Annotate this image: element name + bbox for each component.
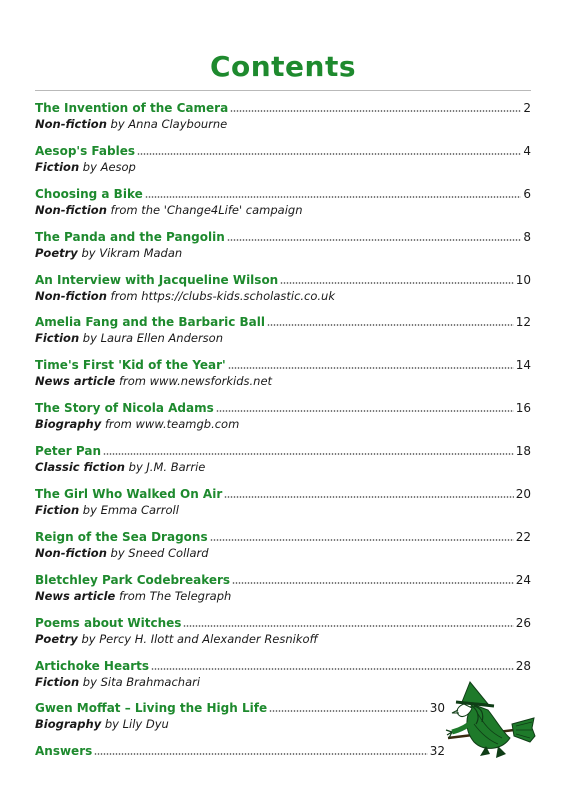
page-number: 6 xyxy=(523,186,531,201)
leader-dots xyxy=(227,239,522,241)
leader-dots xyxy=(280,282,513,284)
entry-source: by Emma Carroll xyxy=(79,503,179,518)
entry-title[interactable]: An Interview with Jacqueline Wilson xyxy=(35,272,279,287)
entry-genre: Fiction xyxy=(35,503,80,518)
entry-source: by Sita Brahmachari xyxy=(79,674,201,689)
entry-title[interactable]: Aesop's Fables xyxy=(35,143,135,158)
contents-entry[interactable] xyxy=(35,611,531,654)
entry-title[interactable]: Amelia Fang and the Barbaric Ball xyxy=(35,315,265,330)
contents-entry[interactable] xyxy=(35,96,531,139)
entry-source: from the 'Change4Life' campaign xyxy=(106,202,303,217)
entry-genre: Fiction xyxy=(35,331,80,346)
page-number: 20 xyxy=(515,487,531,502)
leader-dots xyxy=(210,539,514,541)
entry-title[interactable]: Peter Pan xyxy=(35,444,102,459)
contents-entry[interactable] xyxy=(35,568,531,611)
page-number: 10 xyxy=(515,272,531,287)
page-number: 24 xyxy=(515,572,531,587)
entry-genre: Non-fiction xyxy=(35,202,107,217)
leader-dots xyxy=(267,324,514,326)
page-number: 22 xyxy=(515,529,531,544)
contents-entry[interactable] xyxy=(35,439,531,482)
entry-genre: Poetry xyxy=(35,245,78,260)
entry-source: from www.newsforkids.net xyxy=(115,374,273,389)
page-number: 26 xyxy=(515,615,531,630)
contents-entry[interactable] xyxy=(35,310,531,353)
entry-genre: Non-fiction xyxy=(35,288,107,303)
leader-dots xyxy=(137,153,521,155)
page-number: 8 xyxy=(523,229,531,244)
contents-entry[interactable] xyxy=(35,525,531,568)
page-number: 32 xyxy=(429,744,445,759)
witch-on-broomstick-icon xyxy=(444,680,536,760)
leader-dots xyxy=(269,710,428,712)
page-number: 16 xyxy=(515,401,531,416)
entry-genre: Non-fiction xyxy=(35,117,107,131)
page-number: 18 xyxy=(515,444,531,459)
entry-genre: Fiction xyxy=(35,674,80,689)
entry-title[interactable]: Reign of the Sea Dragons xyxy=(35,529,208,544)
contents-entry[interactable] xyxy=(35,225,531,268)
entry-title[interactable]: Artichoke Hearts xyxy=(35,658,150,673)
entry-title[interactable]: The Panda and the Pangolin xyxy=(35,229,225,244)
leader-dots xyxy=(224,496,513,498)
page-number: 2 xyxy=(523,101,531,115)
entry-source: by Anna Claybourne xyxy=(106,117,228,131)
leader-dots xyxy=(228,367,514,369)
leader-dots xyxy=(232,582,514,584)
leader-dots xyxy=(183,625,513,627)
leader-dots xyxy=(103,453,514,455)
entry-source: by Percy H. Ilott and Alexander Resnikoff xyxy=(77,631,318,646)
leader-dots xyxy=(151,668,514,670)
entry-title[interactable]: The Girl Who Walked On Air xyxy=(35,487,223,502)
page-number: 14 xyxy=(515,358,531,373)
entry-title[interactable]: Time's First 'Kid of the Year' xyxy=(35,358,226,373)
contents-entry[interactable] xyxy=(35,396,531,439)
entry-source: from www.teamgb.com xyxy=(101,417,240,432)
title-divider xyxy=(35,90,531,91)
entry-source: from The Telegraph xyxy=(115,588,232,603)
entry-title[interactable]: Bletchley Park Codebreakers xyxy=(35,572,231,587)
entry-genre: Biography xyxy=(35,717,102,732)
entry-source: by Sneed Collard xyxy=(106,545,209,560)
page-title: Contents xyxy=(209,50,357,83)
entry-title[interactable]: The Invention of the Camera xyxy=(35,101,229,115)
entry-source: by Lily Dyu xyxy=(101,717,169,732)
page-number: 28 xyxy=(515,658,531,673)
entry-source: by Aesop xyxy=(79,159,136,174)
entry-genre: Biography xyxy=(35,417,102,432)
entry-title[interactable]: Gwen Moffat – Living the High Life xyxy=(35,701,268,716)
leader-dots xyxy=(94,753,427,755)
contents-entry[interactable] xyxy=(35,353,531,396)
page-number: 4 xyxy=(523,143,531,158)
entry-source: by Laura Ellen Anderson xyxy=(79,331,223,346)
leader-dots xyxy=(216,410,514,412)
contents-entry[interactable] xyxy=(35,139,531,182)
leader-dots xyxy=(145,196,522,198)
entry-genre: News article xyxy=(35,588,116,603)
page-number: 12 xyxy=(515,315,531,330)
entry-genre: Fiction xyxy=(35,159,80,174)
entry-title[interactable]: Poems about Witches xyxy=(35,615,182,630)
entry-genre: Poetry xyxy=(35,631,78,646)
entry-source: by J.M. Barrie xyxy=(125,460,206,475)
entry-source: from https://clubs-kids.scholastic.co.uk xyxy=(106,288,336,303)
leader-dots xyxy=(230,110,521,112)
entry-genre: News article xyxy=(35,374,116,389)
entry-title[interactable]: The Story of Nicola Adams xyxy=(35,401,214,416)
contents-entry[interactable] xyxy=(35,482,531,525)
entry-source: by Vikram Madan xyxy=(77,245,183,260)
contents-entry[interactable] xyxy=(35,182,531,225)
entry-title[interactable]: Choosing a Bike xyxy=(35,186,143,201)
page-number: 30 xyxy=(429,701,445,716)
entry-genre: Non-fiction xyxy=(35,545,107,560)
entry-title[interactable]: Answers xyxy=(35,744,93,759)
contents-entry[interactable] xyxy=(35,268,531,311)
entry-genre: Classic fiction xyxy=(35,460,125,475)
